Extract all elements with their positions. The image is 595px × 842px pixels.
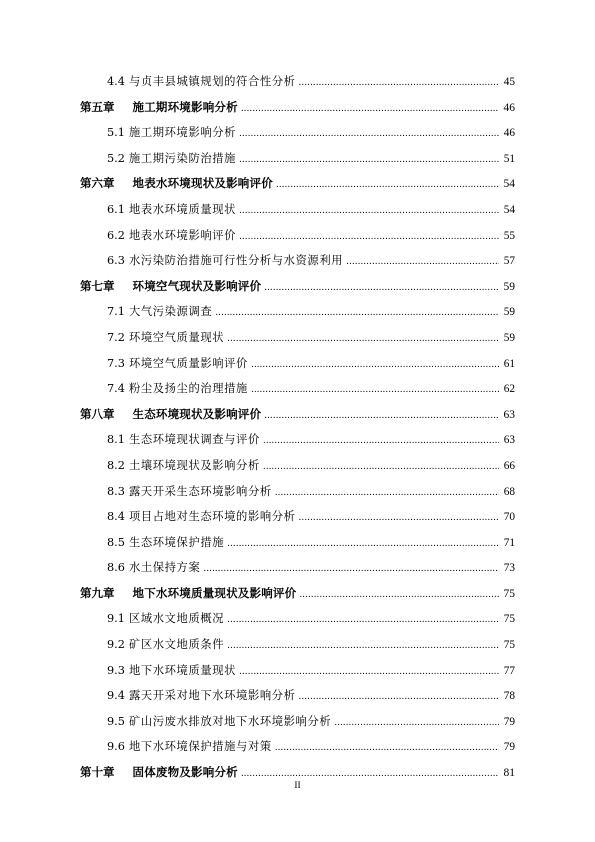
toc-entry-title: 生态环境现状调查与评价 [128,433,260,447]
toc-entry-number: 8.2 [107,458,125,472]
toc-entry-page: 59 [503,280,515,293]
dot-leader [239,126,499,139]
table-of-contents [80,73,515,790]
toc-entry-page: 59 [503,306,515,319]
toc-section-entry[interactable] [80,380,515,406]
toc-entry-page: 71 [503,536,515,549]
dot-leader [264,279,499,293]
toc-entry-number: 9.2 [107,638,125,652]
toc-entry-number: 9.3 [107,663,125,677]
dot-leader [239,229,499,242]
toc-entry-title: 水土保持方案 [128,561,201,575]
dot-leader [275,485,499,498]
toc-entry-title: 与贞丰县城镇规划的符合性分析 [128,75,296,88]
toc-entry-number: 第五章 [80,99,115,114]
toc-entry-number: 第六章 [80,176,115,191]
toc-chapter-entry[interactable] [80,175,515,201]
toc-section-entry[interactable] [80,252,515,278]
toc-section-entry[interactable] [80,662,515,688]
toc-section-entry[interactable] [80,303,515,329]
toc-entry-page: 51 [503,152,515,165]
toc-entry-title: 环境空气质量现状 [128,330,225,344]
toc-entry-number: 9.1 [107,612,125,626]
dot-leader [299,75,499,88]
toc-entry-number: 8.6 [107,561,125,575]
toc-chapter-entry[interactable] [80,406,515,432]
toc-entry-page: 63 [503,408,515,421]
toc-section-entry[interactable] [80,73,515,99]
toc-entry-page: 75 [503,613,515,626]
toc-entry-title: 露天开采对地下水环境影响分析 [128,689,296,703]
toc-entry-page: 81 [503,767,515,780]
toc-entry-title: 土壤环境现状及影响分析 [128,458,260,472]
toc-entry-page: 66 [503,459,515,472]
toc-entry-title: 地下水环境保护措施与对策 [128,740,272,754]
toc-entry-title: 固体废物及影响分析 [132,765,238,780]
toc-chapter-entry[interactable] [80,585,515,611]
toc-entry-page: 79 [503,715,515,728]
toc-entry-number: 8.5 [107,535,125,549]
toc-section-entry[interactable] [80,483,515,509]
toc-entry-page: 62 [503,383,515,396]
toc-entry-number: 第七章 [80,278,115,293]
toc-entry-title: 地下水环境质量现状 [128,663,237,677]
toc-chapter-entry[interactable] [80,99,515,125]
toc-entry-page: 73 [503,562,515,575]
toc-entry-title: 大气污染源调查 [128,305,213,319]
toc-entry-number: 6.1 [107,202,125,216]
toc-entry-number: 第十章 [80,765,115,780]
toc-section-entry[interactable] [80,227,515,253]
toc-entry-title: 露天开采生态环境影响分析 [128,484,272,498]
toc-entry-title: 粉尘及扬尘的治理措施 [128,382,248,396]
toc-entry-page: 75 [503,639,515,652]
dot-leader [299,586,499,600]
toc-entry-page: 54 [503,178,515,191]
toc-section-entry[interactable] [80,457,515,483]
toc-entry-number: 9.4 [107,689,125,703]
toc-section-entry[interactable] [80,355,515,381]
toc-entry-title: 项目占地对生态环境的影响分析 [128,510,296,524]
toc-entry-title: 水污染防治措施可行性分析与水资源利用 [128,254,344,268]
toc-section-entry[interactable] [80,713,515,739]
dot-leader [346,254,499,267]
toc-entry-number: 4.4 [107,75,125,88]
toc-entry-title: 施工期环境影响分析 [132,99,238,114]
toc-entry-title: 区域水文地质概况 [128,612,225,626]
dot-leader [334,715,499,728]
dot-leader [251,357,499,370]
toc-entry-title: 施工期环境影响分析 [128,126,237,140]
toc-section-entry[interactable] [80,150,515,176]
dot-leader [227,638,499,651]
toc-entry-title: 生态环境保护措施 [128,535,225,549]
toc-entry-number: 8.3 [107,484,125,498]
toc-section-entry[interactable] [80,508,515,534]
toc-entry-number: 7.3 [107,356,125,370]
toc-entry-title: 施工期污染防治措施 [128,151,237,165]
toc-entry-number: 7.4 [107,382,125,396]
toc-entry-title: 地表水环境影响评价 [128,228,237,242]
toc-entry-title: 环境空气质量影响评价 [128,356,248,370]
toc-section-entry[interactable] [80,687,515,713]
toc-section-entry[interactable] [80,201,515,227]
toc-entry-page: 59 [503,331,515,344]
toc-entry-number: 7.2 [107,330,125,344]
toc-section-entry[interactable] [80,534,515,560]
toc-entry-number: 5.1 [107,126,125,140]
dot-leader [227,331,499,344]
toc-entry-page: 77 [503,664,515,677]
dot-leader [251,382,499,395]
dot-leader [264,407,499,421]
toc-entry-page: 46 [503,127,515,140]
dot-leader [239,203,499,216]
toc-section-entry[interactable] [80,431,515,457]
toc-entry-page: 46 [503,101,515,114]
toc-section-entry[interactable] [80,738,515,764]
dot-leader [263,459,499,472]
toc-entry-number: 6.3 [107,254,125,268]
toc-entry-number: 8.4 [107,510,125,524]
toc-entry-title: 地表水环境现状及影响评价 [132,176,273,191]
toc-entry-number: 第八章 [80,406,115,421]
dot-leader [275,740,499,753]
dot-leader [215,305,499,318]
toc-entry-title: 矿区水文地质条件 [128,638,225,652]
dot-leader [263,433,499,446]
toc-entry-page: 45 [503,76,515,88]
dot-leader [227,612,499,625]
toc-entry-number: 6.2 [107,228,125,242]
toc-entry-title: 生态环境现状及影响评价 [132,406,262,421]
toc-entry-number: 8.1 [107,433,125,447]
dot-leader [239,664,499,677]
page-number-footer: II [294,781,301,791]
toc-entry-title: 矿山污废水排放对地下水环境影响分析 [128,714,332,728]
toc-section-entry[interactable] [80,124,515,150]
toc-section-entry[interactable] [80,636,515,662]
toc-entry-title: 环境空气现状及影响评价 [132,278,262,293]
dot-leader [299,510,499,523]
toc-entry-page: 79 [503,741,515,754]
toc-entry-number: 第九章 [80,585,115,600]
toc-entry-number: 9.6 [107,740,125,754]
toc-entry-page: 78 [503,690,515,703]
toc-entry-page: 70 [503,511,515,524]
toc-entry-number: 9.5 [107,714,125,728]
toc-entry-page: 55 [503,229,515,242]
toc-chapter-entry[interactable] [80,278,515,304]
toc-entry-number: 5.2 [107,151,125,165]
toc-entry-page: 57 [503,255,515,268]
toc-section-entry[interactable] [80,329,515,355]
toc-entry-number: 7.1 [107,305,125,319]
dot-leader [241,765,499,779]
toc-section-entry[interactable] [80,610,515,636]
dot-leader [276,176,499,190]
toc-entry-page: 63 [503,434,515,447]
toc-entry-title: 地表水环境质量现状 [128,202,237,216]
dot-leader [241,100,499,114]
dot-leader [299,689,499,702]
toc-section-entry[interactable] [80,559,515,585]
toc-entry-page: 68 [503,485,515,498]
dot-leader [239,152,499,165]
dot-leader [203,561,499,574]
toc-entry-page: 75 [503,587,515,600]
toc-entry-title: 地下水环境质量现状及影响评价 [132,585,297,600]
toc-entry-page: 61 [503,357,515,370]
dot-leader [227,536,499,549]
toc-entry-page: 54 [503,203,515,216]
